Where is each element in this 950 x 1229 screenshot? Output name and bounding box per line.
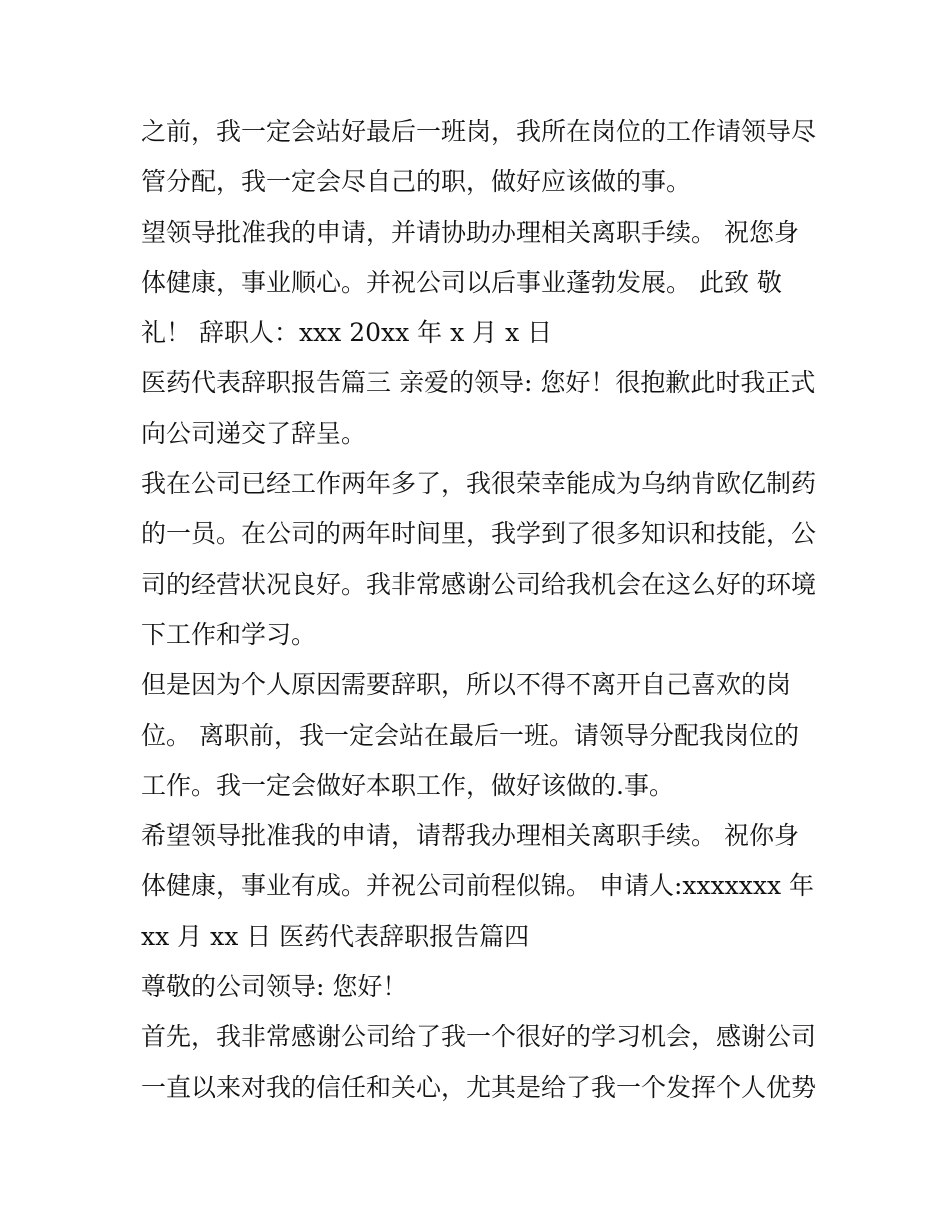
text-line: 工作。我一定会做好本职工作，做好该做的.事。 [141, 770, 674, 800]
text-line: 希望领导批准我的申请，请帮我办理相关离职手续。 祝你身 [141, 821, 799, 851]
text-line: 尊敬的公司领导: 您好！ [141, 972, 408, 1002]
text-line: 体健康，事业有成。并祝公司前程似锦。 申请人:xxxxxxx 年 [141, 871, 815, 901]
text-line: 礼！ 辞职人：xxx 20xx 年 x 月 x 日 [141, 318, 553, 348]
text-line: 一直以来对我的信任和关心，尤其是给了我一个发挥个人优势 [141, 1072, 817, 1102]
text-line: 医药代表辞职报告篇三 亲爱的领导: 您好！很抱歉此时我正式 [141, 368, 816, 398]
text-line: 体健康，事业顺心。并祝公司以后事业蓬勃发展。 此致 敬 [141, 267, 782, 297]
text-line: 向公司递交了辞呈。 [141, 418, 367, 448]
text-line: 我在公司已经工作两年多了，我很荣幸能成为乌纳肯欧亿制药 [141, 469, 817, 499]
text-line: 下工作和学习。 [141, 619, 317, 649]
text-line: 首先，我非常感谢公司给了我一个很好的学习机会，感谢公司 [141, 1022, 817, 1052]
document-body [141, 107, 821, 1113]
text-line: 位。 离职前，我一定会站在最后一班。请领导分配我岗位的 [141, 720, 799, 750]
text-line: 的一员。在公司的两年时间里，我学到了很多知识和技能，公 [141, 519, 817, 549]
text-line: 之前，我一定会站好最后一班岗，我所在岗位的工作请领导尽 [141, 117, 817, 146]
text-line: xx 月 xx 日 医药代表辞职报告篇四 [141, 921, 530, 951]
text-line: 司的经营状况良好。我非常感谢公司给我机会在这么好的环境 [141, 569, 817, 599]
text-line: 管分配，我一定会尽自己的职，做好应该做的事。 [141, 167, 692, 197]
text-line: 望领导批准我的申请，并请协助办理相关离职手续。 祝您身 [141, 217, 799, 247]
text-line: 但是因为个人原因需要辞职，所以不得不离开自己喜欢的岗 [141, 670, 792, 700]
